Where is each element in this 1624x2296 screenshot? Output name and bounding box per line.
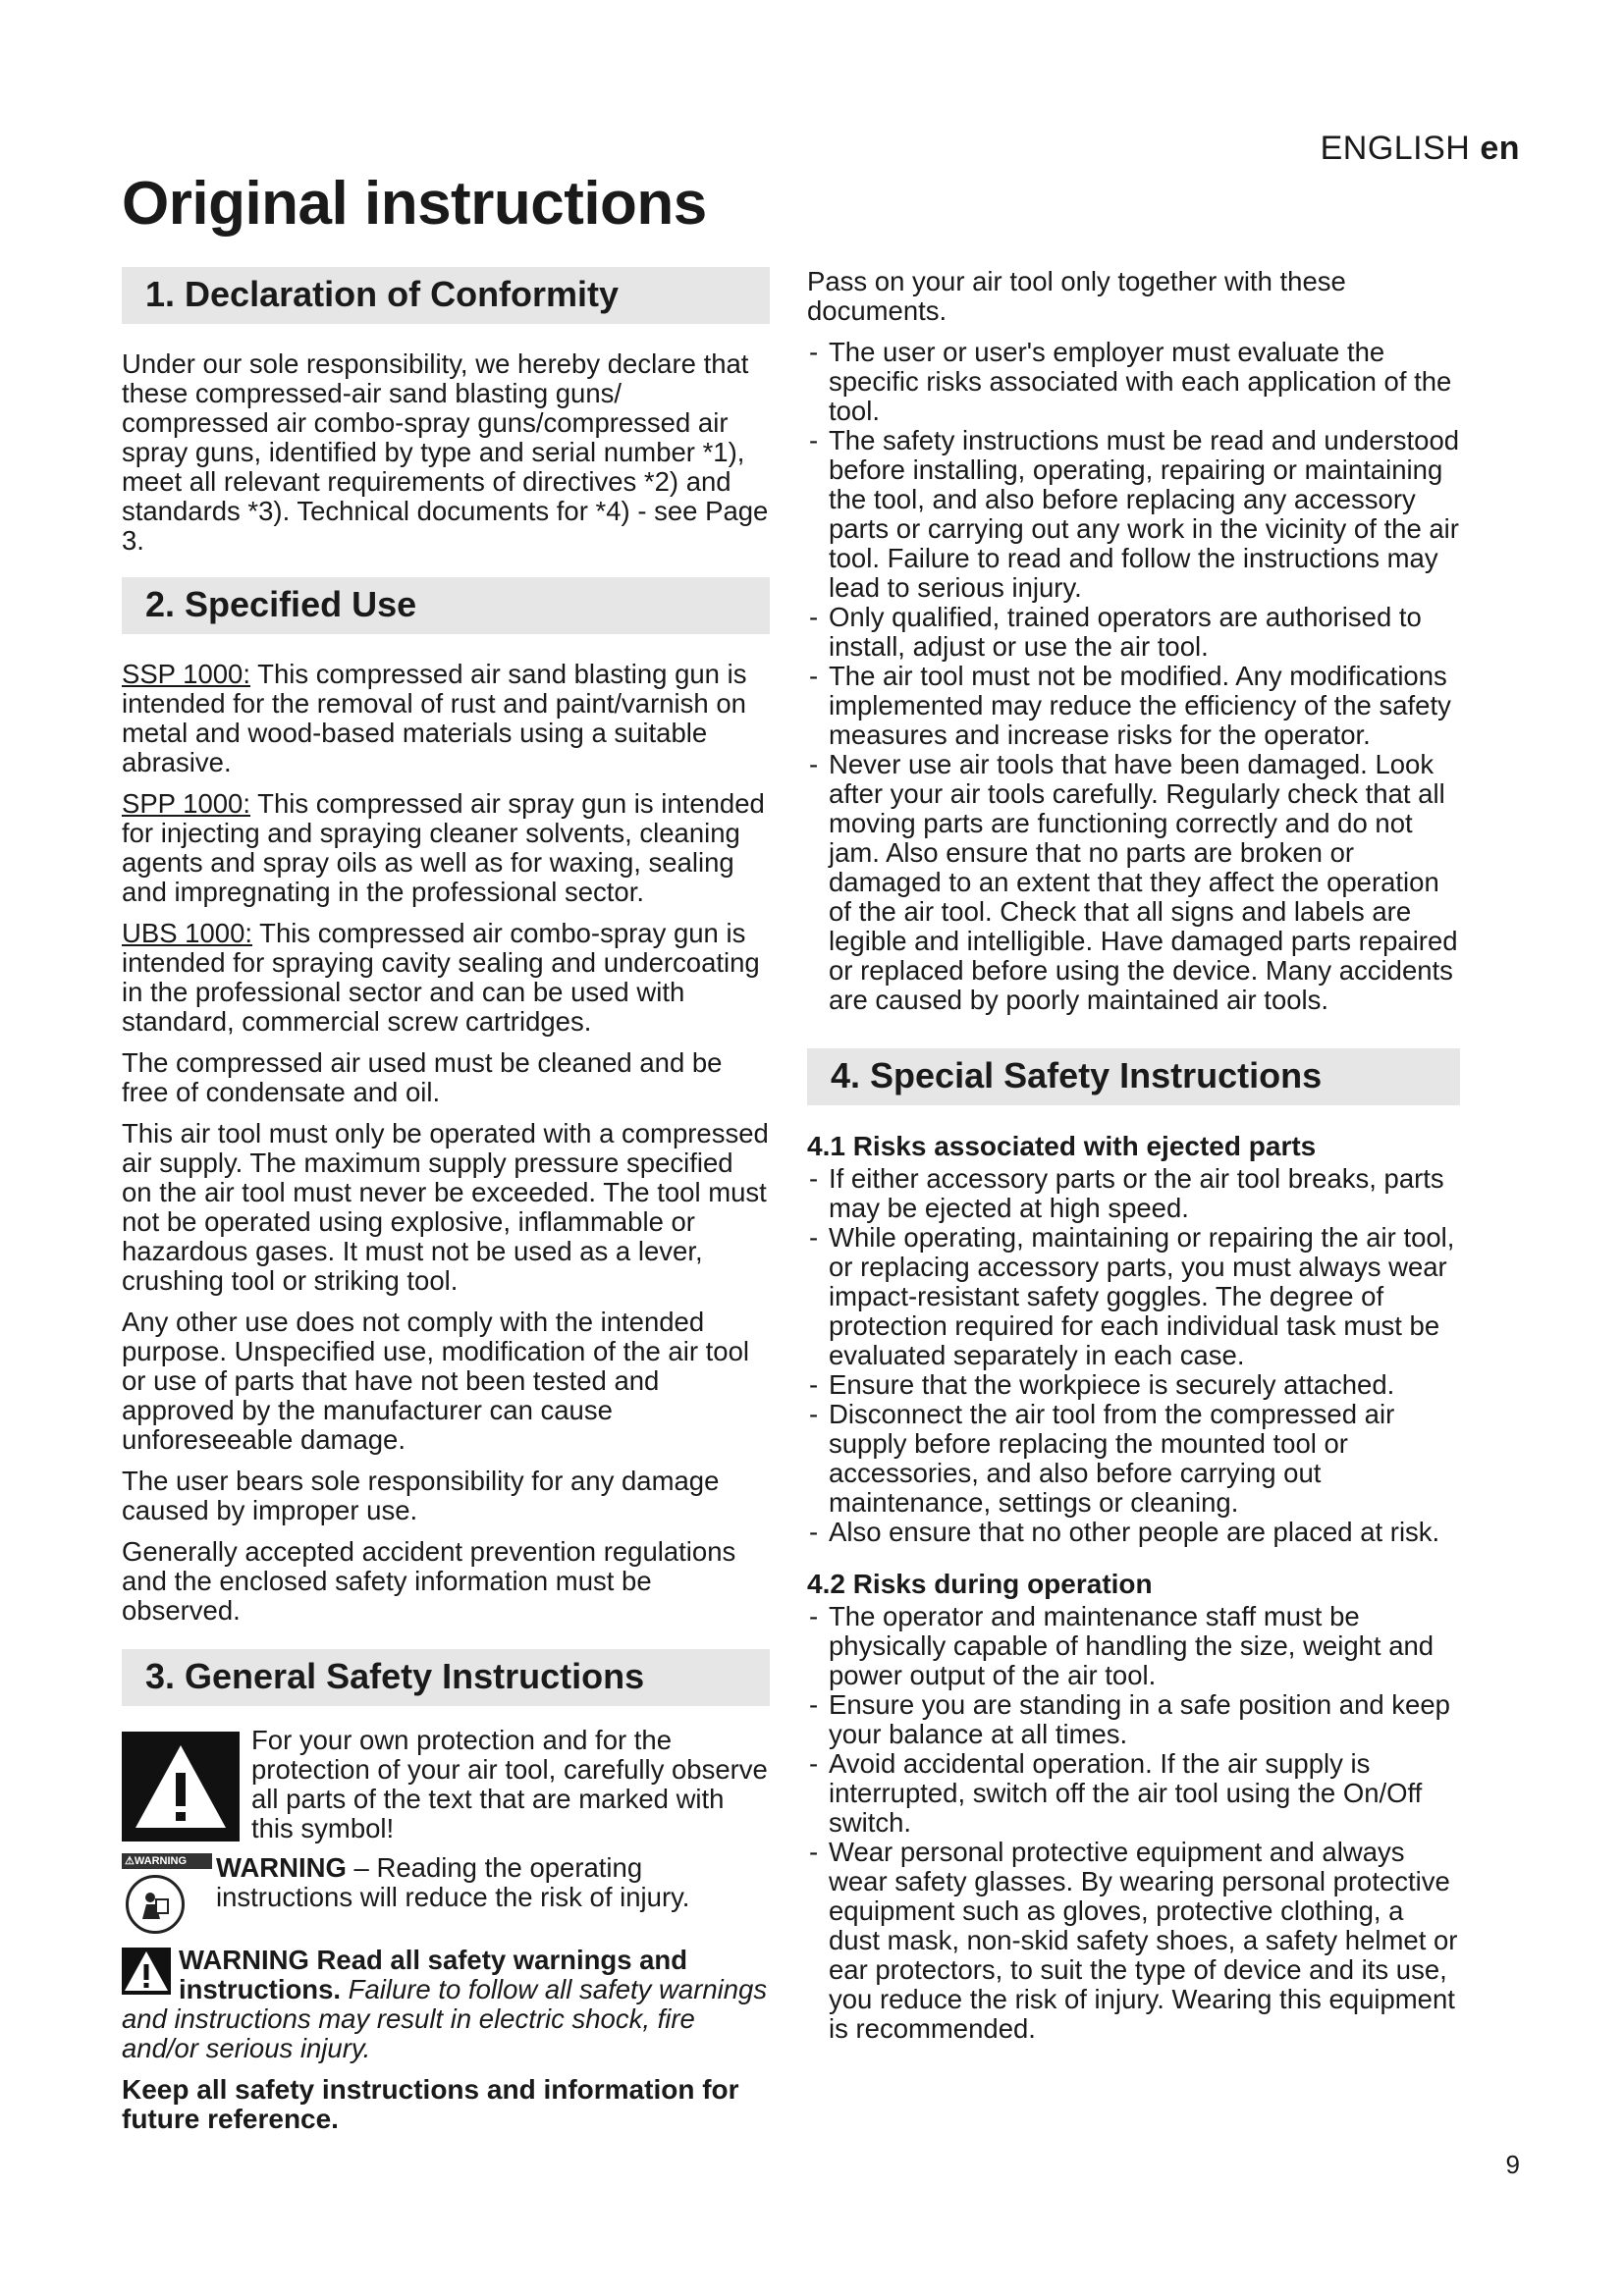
symbol-note-text: For your own protection and for the protection of your air tool, carefully observe all parts of the text that are marked with this symbol! (251, 1725, 768, 1843)
book-icon (126, 1875, 185, 1934)
warning-tag-text: WARNING (134, 1855, 188, 1867)
subheading-operation-risks: 4.2 Risks during operation (807, 1569, 1153, 1599)
list-item: - The safety instructions must be read and understood before installing, operating, repairing or maintaining the tool, and also before replacing any accessory parts or carrying out any work in the vicinity of the air tool. Failure to read and follow the instructions may lead to serious injury. (807, 426, 1460, 603)
keep-instructions: Keep all safety instructions and information for future reference. (122, 2074, 739, 2134)
page-title: Original instructions (122, 170, 707, 238)
accident-prevention-paragraph: Generally accepted accident prevention regulations and the enclosed safety information must be observed. (122, 1536, 736, 1626)
right-column (807, 267, 1460, 2044)
warning-label: WARNING (216, 1852, 347, 1883)
ubs-paragraph (122, 919, 770, 1037)
warning-tag: ⚠WARNING (122, 1853, 212, 1869)
page-number: 9 (1505, 2150, 1520, 2179)
ubs-text: This compressed air combo-spray gun is intended for spraying cavity sealing and undercoating in the professional sector and can be used with standard, commercial screw cartridges. (122, 918, 760, 1037)
warning-desc: – Reading the operating instructions will reduce the risk of injury. (216, 1852, 690, 1912)
symbol-note (122, 1725, 770, 1843)
responsibility-paragraph: The user bears sole responsibility for any damage caused by improper use. (122, 1466, 720, 1525)
list-item: - Ensure you are standing in a safe position and keep your balance at all times. (807, 1690, 1460, 1749)
language-code: en (1480, 130, 1520, 167)
section-heading-specified-use: 2. Specified Use (122, 577, 770, 634)
compressed-air-paragraph: The compressed air used must be cleaned and be free of condensate and oil. (122, 1047, 723, 1107)
list-item: - Wear personal protective equipment and always wear safety glasses. By wearing personal protective equipment such as gloves, protective clothing, a dust mask, non-skid safety shoes, a safety helmet or ear protectors, to suit the type of device and its use, you reduce the risk of injury. Wearing this equipment is recommended. (807, 1838, 1460, 2044)
list-item: - While operating, maintaining or repairing the air tool, or replacing accessory parts, you must always wear impact-resistant safety goggles. The degree of protection required for each individual task must be evaluated separately in each case. (807, 1223, 1460, 1370)
operation-paragraph: This air tool must only be operated with a compressed air supply. The maximum supply pressure specified on the air tool must never be exceeded. The tool must not be operated using explosive, inflammable or hazardous gases. It must not be used as a lever, crushing tool or striking tool. (122, 1118, 769, 1296)
ejected-parts-list (807, 1164, 1460, 1547)
read-manual-text (216, 1853, 770, 1912)
warning-triangle-icon (122, 1732, 240, 1842)
declaration-text: Under our sole responsibility, we hereby declare that these compressed-air sand blasting guns/ compressed air combo-spray guns/compressed air spray guns, identified by type and serial number *1), meet all relevant requirements of directives *2) and standards *3). Technical documents for *4) - see Page 3. (122, 348, 769, 556)
language-label (1321, 130, 1520, 168)
small-warning-triangle-icon (122, 1948, 171, 1995)
list-item: - The user or user's employer must evaluate the specific risks associated with each application of the tool. (807, 338, 1460, 426)
section-heading-declaration: 1. Declaration of Conformity (122, 267, 770, 324)
electric-warning-italic: Failure to follow all safety warnings and instructions may result in electric shock, fire and/or serious injury. (122, 1974, 768, 2063)
other-use-paragraph: Any other use does not comply with the intended purpose. Unspecified use, modification of the air tool or use of parts that have not been tested and approved by the manufacturer can cause unforeseeable damage. (122, 1307, 749, 1455)
subheading-ejected-parts: 4.1 Risks associated with ejected parts (807, 1131, 1317, 1161)
list-item: - The air tool must not be modified. Any modifications implemented may reduce the efficiency of the safety measures and increase risks for the operator. (807, 662, 1460, 750)
spp-label: SPP 1000: (122, 788, 250, 819)
left-column (122, 267, 770, 2134)
read-manual-icon (122, 1853, 212, 1934)
ssp-text: This compressed air sand blasting gun is intended for the removal of rust and paint/varnish on metal and wood-based materials using a suitable abrasive. (122, 659, 747, 777)
electric-warning-bold: WARNING Read all safety warnings and instructions. (179, 1945, 688, 2004)
section-heading-special-safety: 4. Special Safety Instructions (807, 1048, 1460, 1105)
electric-warning (122, 1946, 770, 2063)
ssp-label: SSP 1000: (122, 659, 250, 689)
list-item: - Avoid accidental operation. If the air supply is interrupted, switch off the air tool using the On/Off switch. (807, 1749, 1460, 1838)
pass-on-text: Pass on your air tool only together with these documents. (807, 266, 1346, 326)
list-item: - Only qualified, trained operators are authorised to install, adjust or use the air tool. (807, 603, 1460, 662)
list-item: - Also ensure that no other people are placed at risk. (807, 1518, 1460, 1547)
list-item: - Disconnect the air tool from the compressed air supply before replacing the mounted tool or accessories, and also before carrying out maintenance, settings or cleaning. (807, 1400, 1460, 1518)
general-safety-list (807, 338, 1460, 1015)
list-item: - If either accessory parts or the air tool breaks, parts may be ejected at high speed. (807, 1164, 1460, 1223)
list-item: - Ensure that the workpiece is securely attached. (807, 1370, 1460, 1400)
list-item: - The operator and maintenance staff must be physically capable of handling the size, weight and power output of the air tool. (807, 1602, 1460, 1690)
ssp-paragraph (122, 660, 770, 777)
spp-text: This compressed air spray gun is intended for injecting and spraying cleaner solvents, cleaning agents and spray oils as well as for waxing, sealing and impregnating in the professional sector. (122, 788, 765, 907)
section-heading-general-safety: 3. General Safety Instructions (122, 1649, 770, 1706)
ubs-label: UBS 1000: (122, 918, 253, 948)
operation-risks-list (807, 1602, 1460, 2044)
read-manual-warning (122, 1853, 770, 1934)
spp-paragraph (122, 789, 770, 907)
list-item: - Never use air tools that have been damaged. Look after your air tools carefully. Regularly check that all moving parts are functioning correctly and do not jam. Also ensure that no parts are broken or damaged to an extent that they affect the operation of the air tool. Check that all signs and labels are legible and intelligible. Have damaged parts repaired or replaced before using the device. Many accidents are caused by poorly maintained air tools. (807, 750, 1460, 1015)
language-name: ENGLISH (1320, 130, 1471, 167)
